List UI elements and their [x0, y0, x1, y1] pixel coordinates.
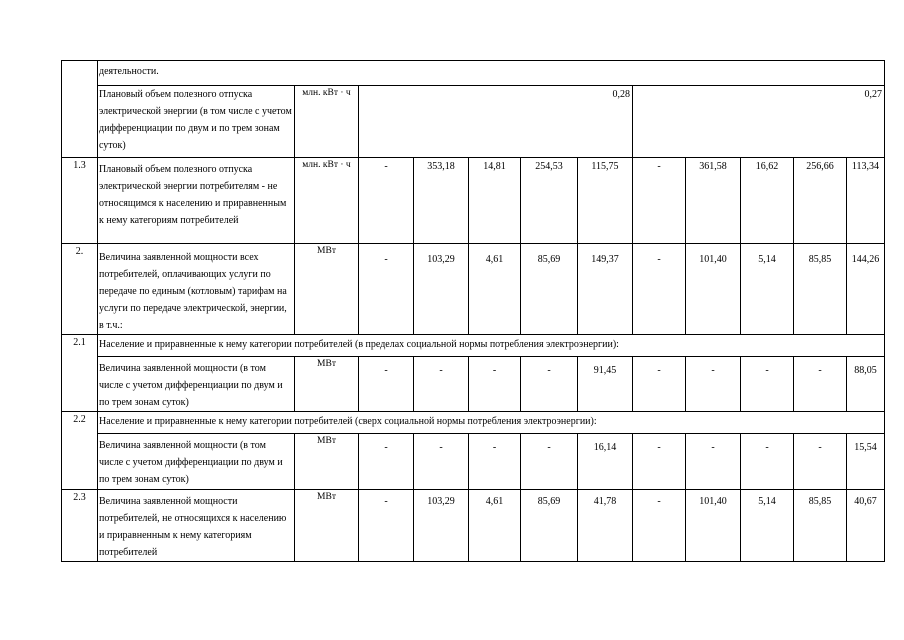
value-cell: - [686, 357, 741, 412]
table-row [62, 158, 885, 244]
table-row [62, 244, 885, 335]
row-unit: МВт [295, 244, 359, 335]
value-cell: 40,67 [847, 490, 885, 562]
value-cell: 88,05 [847, 357, 885, 412]
row-label: Величина заявленной мощности потребителей, не относящихся к населению и приравненным к нему категориям потребителей [98, 490, 295, 562]
value-cell: 254,53 [521, 158, 578, 244]
value-cell: 5,14 [741, 244, 794, 335]
table-row [62, 412, 885, 434]
value-cell: 16,14 [578, 434, 633, 490]
value-cell: 91,45 [578, 357, 633, 412]
value-cell: - [794, 357, 847, 412]
row-unit: МВт [295, 434, 359, 490]
row-code: 2.2 [62, 412, 98, 490]
table-row [62, 86, 885, 158]
value-cell: 41,78 [578, 490, 633, 562]
row-code: 1.3 [62, 158, 98, 244]
value-cell: - [359, 434, 414, 490]
value-cell: - [633, 490, 686, 562]
value-cell: - [633, 158, 686, 244]
row-unit: млн. кВт · ч [295, 158, 359, 244]
value-cell: - [469, 357, 521, 412]
value-cell: - [469, 434, 521, 490]
value-cell: 15,54 [847, 434, 885, 490]
value-cell: 103,29 [414, 244, 469, 335]
value-cell: 14,81 [469, 158, 521, 244]
row-code: 2.1 [62, 335, 98, 412]
value-cell: - [633, 357, 686, 412]
value-cell: 144,26 [847, 244, 885, 335]
value-cell: - [633, 434, 686, 490]
value-cell: 115,75 [578, 158, 633, 244]
table-row [62, 61, 885, 86]
value-cell: 5,14 [741, 490, 794, 562]
value-cell: - [359, 244, 414, 335]
row-text: деятельности. [98, 61, 885, 86]
row-label: Величина заявленной мощности (в том числе с учетом дифференциации по двум и по трем зонам суток) [98, 357, 295, 412]
value-cell: - [633, 244, 686, 335]
tariff-table [61, 60, 885, 562]
value-cell: 4,61 [469, 490, 521, 562]
row-label: Величина заявленной мощности всех потребителей, оплачивающих услуги по передаче по единым (котловым) тарифам на услуги по передаче электрической, энергии, в т.ч.: [98, 244, 295, 335]
value-cell: - [359, 490, 414, 562]
value-cell: - [414, 357, 469, 412]
value-cell: - [359, 357, 414, 412]
value-cell: 256,66 [794, 158, 847, 244]
table-row [62, 490, 885, 562]
row-label: Плановый объем полезного отпуска электрической энергии потребителям - не относящимся к населению и приравненным к нему категориям потребителей [98, 158, 295, 244]
value-cell: - [521, 434, 578, 490]
row-label: Величина заявленной мощности (в том числе с учетом дифференциации по двум и по трем зонам суток) [98, 434, 295, 490]
value-cell: 4,61 [469, 244, 521, 335]
section-heading: Население и приравненные к нему категории потребителей (в пределах социальной нормы потребления электроэнергии): [98, 335, 885, 357]
row-unit: МВт [295, 490, 359, 562]
row-unit: МВт [295, 357, 359, 412]
value-cell: 85,69 [521, 244, 578, 335]
row-label: Плановый объем полезного отпуска электрической энергии (в том числе с учетом дифференциации по двум и по трем зонам суток) [98, 86, 295, 158]
value-cell: - [741, 434, 794, 490]
row-code: 2. [62, 244, 98, 335]
row-code [62, 61, 98, 158]
value-cell: 103,29 [414, 490, 469, 562]
value-cell: 16,62 [741, 158, 794, 244]
value-cell: 0,28 [359, 86, 633, 158]
value-cell: 113,34 [847, 158, 885, 244]
section-heading: Население и приравненные к нему категории потребителей (сверх социальной нормы потребления электроэнергии): [98, 412, 885, 434]
value-cell: - [359, 158, 414, 244]
value-cell: 85,85 [794, 490, 847, 562]
value-cell: - [686, 434, 741, 490]
value-cell: 0,27 [633, 86, 885, 158]
value-cell: - [741, 357, 794, 412]
value-cell: 149,37 [578, 244, 633, 335]
table-row [62, 434, 885, 490]
value-cell: 353,18 [414, 158, 469, 244]
table-row [62, 357, 885, 412]
row-code: 2.3 [62, 490, 98, 562]
value-cell: - [521, 357, 578, 412]
value-cell: 101,40 [686, 490, 741, 562]
value-cell: - [414, 434, 469, 490]
row-unit: млн. кВт · ч [295, 86, 359, 158]
table-row [62, 335, 885, 357]
value-cell: - [794, 434, 847, 490]
value-cell: 85,85 [794, 244, 847, 335]
value-cell: 361,58 [686, 158, 741, 244]
value-cell: 85,69 [521, 490, 578, 562]
value-cell: 101,40 [686, 244, 741, 335]
